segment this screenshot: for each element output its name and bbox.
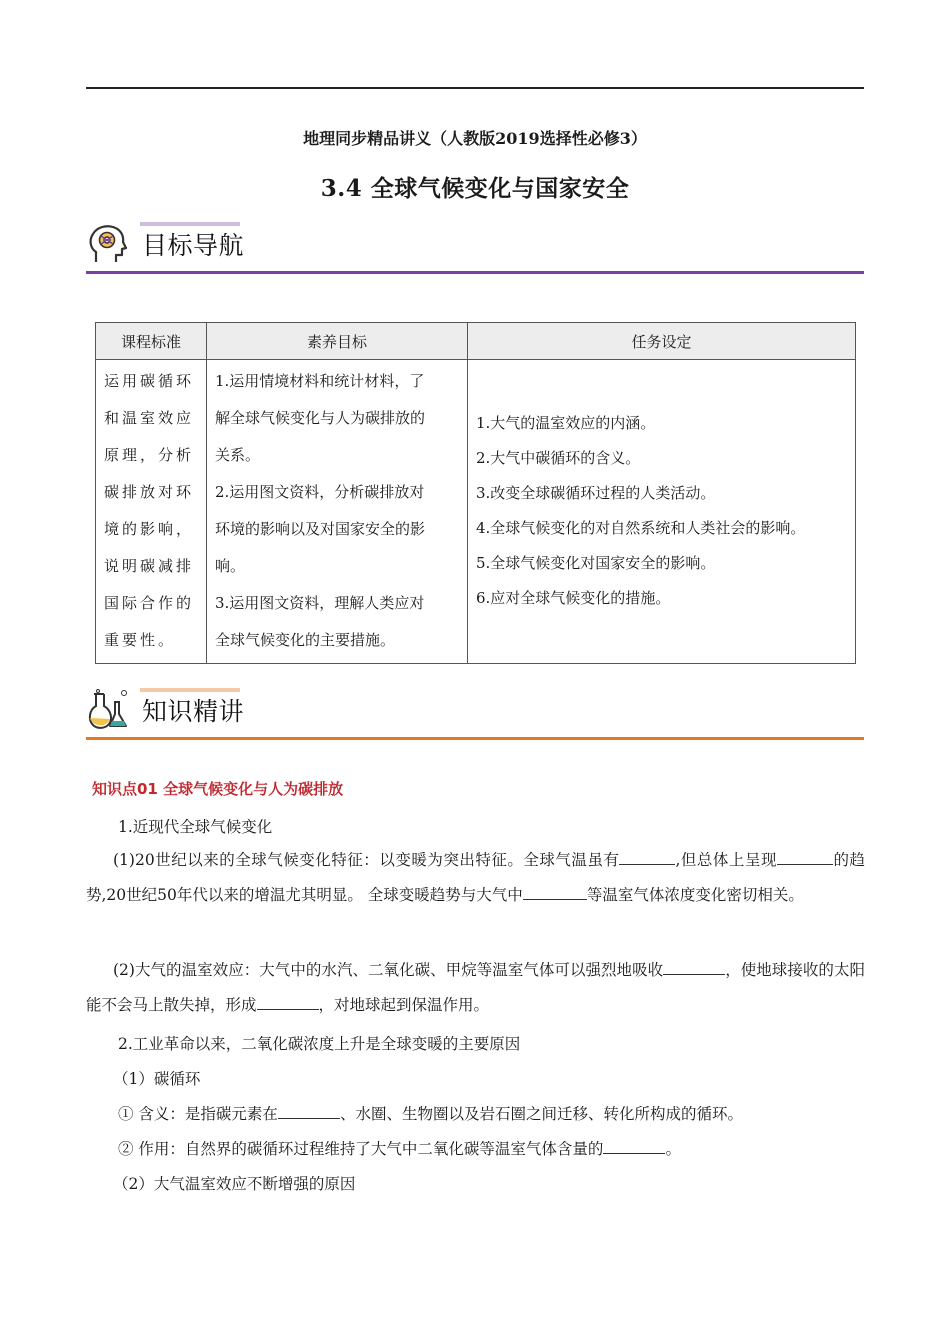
task-item: 3.改变全球碳循环过程的人类活动。 (476, 484, 716, 502)
paragraph-2 (86, 953, 865, 1023)
carbon-cycle-function (118, 1137, 681, 1159)
standard-line: 和温室效应 (104, 409, 195, 427)
literacy-goals-cell (207, 360, 468, 664)
definition-text-b: 、水圈、生物圈以及岩石圈之间迁移、转化所构成的循环。 (339, 1105, 743, 1123)
heading-2-2: （2）大气温室效应不断增强的原因 (113, 1175, 356, 1193)
para2-text-c: ，对地球起到保温作用。 (318, 996, 490, 1014)
heading-1: 1.近现代全球气候变化 (118, 818, 273, 836)
task-item: 6.应对全球气候变化的措施。 (476, 589, 671, 607)
brain-gear-icon (86, 222, 130, 266)
fill-blank (523, 884, 587, 900)
lesson-title: 3.4 全球气候变化与国家安全 (320, 175, 630, 202)
standard-line: 原理，分析 (104, 446, 195, 464)
fill-blank (603, 1138, 665, 1154)
standard-line: 重要性。 (104, 631, 177, 649)
section-knowledge-rule (86, 737, 864, 740)
goals-table (95, 322, 856, 664)
table-header-row (96, 323, 856, 360)
standard-line: 运用碳循环 (104, 372, 195, 390)
fill-blank (257, 994, 319, 1010)
para1-text-c: 的趋势,20世纪50年代以来的增温尤其明显。 全球变暖趋势与大气中 (86, 851, 865, 904)
literacy-line: 环境的影响以及对国家安全的影 (215, 520, 426, 538)
flask-icon (86, 688, 130, 732)
header-tasks: 任务设定 (468, 323, 856, 360)
literacy-line: 2.运用图文资料，分析碳排放对 (215, 483, 425, 501)
standard-line: 说明碳减排 (104, 557, 195, 575)
function-text-a: ② 作用：自然界的碳循环过程维持了大气中二氧化碳等温室气体含量的 (118, 1140, 604, 1158)
literacy-line: 响。 (215, 557, 246, 575)
section-knowledge-title: 知识精讲 (142, 697, 245, 726)
literacy-line: 全球气候变化的主要措施。 (215, 631, 396, 649)
literacy-line: 3.运用图文资料，理解人类应对 (215, 594, 425, 612)
header-standard: 课程标准 (96, 323, 207, 360)
literacy-line: 解全球气候变化与人为碳排放的 (215, 409, 426, 427)
fill-blank (663, 959, 725, 975)
carbon-cycle-definition (118, 1102, 743, 1124)
standard-line: 国际合作的 (104, 594, 195, 612)
standard-line: 碳排放对环 (104, 483, 195, 501)
literacy-line: 关系。 (215, 446, 261, 464)
para2-text-a: (2)大气的温室效应：大气中的水汽、二氧化碳、甲烷等温室气体可以强烈地吸收 (113, 961, 664, 979)
task-settings-cell (468, 360, 856, 664)
series-title: 地理同步精品讲义（人教版2019选择性必修3） (303, 129, 647, 148)
para1-text-a: (1)20世纪以来的全球气候变化特征：以变暖为突出特征。全球气温虽有 (113, 851, 620, 869)
paragraph-1 (86, 843, 865, 913)
fill-blank (619, 849, 675, 865)
standard-line: 境的影响， (104, 520, 195, 538)
fill-blank (777, 849, 833, 865)
header-literacy: 素养目标 (207, 323, 468, 360)
task-item: 4.全球气候变化的对自然系统和人类社会的影响。 (476, 519, 806, 537)
section-knowledge-header (86, 688, 864, 740)
definition-text-a: ① 含义：是指碳元素在 (118, 1105, 278, 1123)
heading-2-1: （1）碳循环 (113, 1070, 201, 1088)
task-item: 5.全球气候变化对国家安全的影响。 (476, 554, 716, 572)
function-text-b: 。 (665, 1140, 681, 1158)
table-row (96, 360, 856, 664)
literacy-line: 1.运用情境材料和统计材料，了 (215, 372, 425, 390)
header-rule (86, 87, 864, 89)
knowledge-point-title: 知识点01 全球气候变化与人为碳排放 (92, 780, 344, 798)
section-goals-rule (86, 271, 864, 274)
course-standard-cell (96, 360, 207, 664)
section-goals-header (86, 222, 864, 274)
task-item: 1.大气的温室效应的内涵。 (476, 414, 656, 432)
heading-2: 2.工业革命以来，二氧化碳浓度上升是全球变暖的主要原因 (118, 1035, 521, 1053)
section-goals-title: 目标导航 (142, 231, 245, 260)
task-item: 2.大气中碳循环的含义。 (476, 449, 641, 467)
para1-text-d: 等温室气体浓度变化密切相关。 (586, 886, 804, 904)
para2-text-b: ，使地球接收的太阳能不会马上散失掉，形成 (86, 961, 865, 1014)
para1-text-b: ,但总体上呈现 (675, 851, 777, 869)
fill-blank (278, 1103, 340, 1119)
